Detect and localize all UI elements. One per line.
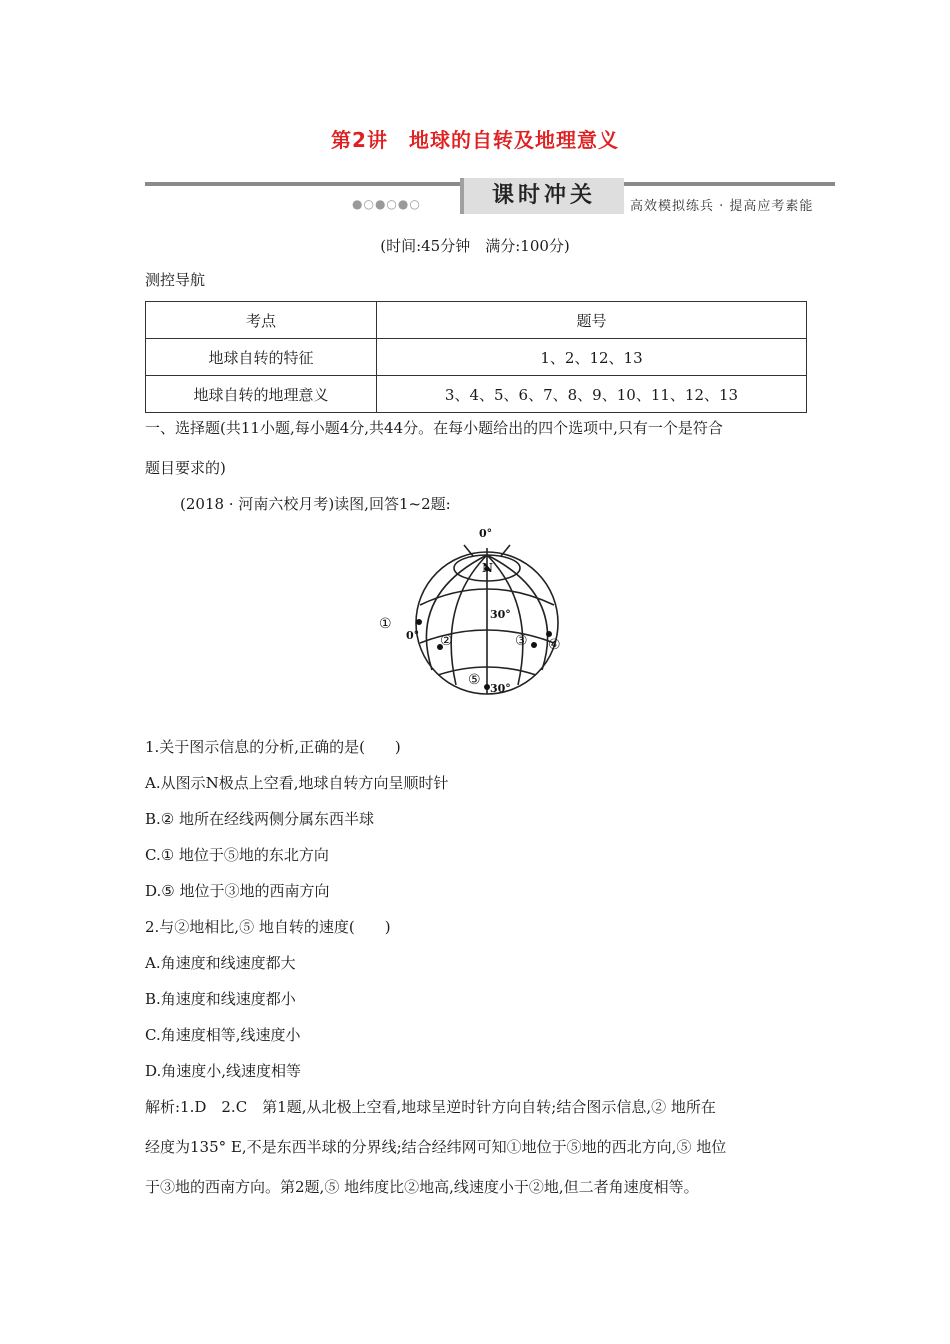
label-30-upper: 30° [490, 608, 511, 621]
table-row [146, 376, 807, 413]
question-1-stem: 1.关于图示信息的分析,正确的是( ) [145, 738, 401, 756]
question-1-option-c: C.① 地位于⑤地的东北方向 [145, 846, 329, 864]
question-2-stem: 2.与②地相比,⑤ 地自转的速度( ) [145, 918, 391, 936]
question-2-option-b: B.角速度和线速度都小 [145, 990, 296, 1008]
point-1-dot [416, 619, 422, 625]
globe-figure [379, 525, 578, 705]
analysis-line3: 于③地的西南方向。第2题,⑤ 地纬度比②地高,线速度小于②地,但二者角速度相等。 [145, 1178, 699, 1196]
point-3-dot [531, 642, 537, 648]
table-row [146, 339, 807, 376]
table-header-row [146, 302, 807, 339]
marker-4: ④ [548, 637, 561, 653]
marker-2: ② [440, 633, 453, 649]
question-1-option-b: B.② 地所在经线两侧分属东西半球 [145, 810, 375, 828]
analysis-line1: 解析:1.D 2.C 第1题,从北极上空看,地球呈逆时针方向自转;结合图示信息,② 地所在 [145, 1098, 716, 1116]
banner-dots: ●○●○●○ [352, 197, 421, 211]
table-cell: 地球自转的地理意义 [146, 376, 377, 413]
banner-label: 课时冲关 [460, 178, 624, 214]
label-30-lower: 30° [490, 682, 511, 695]
section-heading-line1: 一、选择题(共11小题,每小题4分,共44分。在每小题给出的四个选项中,只有一个是符合 [145, 419, 723, 437]
question-2-option-d: D.角速度小,线速度相等 [145, 1062, 302, 1080]
time-info: (时间:45分钟 满分:100分) [380, 237, 570, 255]
marker-3: ③ [515, 633, 528, 649]
label-0-left: 0° [406, 629, 420, 642]
marker-1: ① [379, 616, 392, 632]
analysis-line2: 经度为135° E,不是东西半球的分界线;结合经纬网可知①地位于⑤地的西北方向,⑤ 地位 [145, 1138, 727, 1156]
label-0-top: 0° [479, 527, 493, 540]
question-2-option-a: A.角速度和线速度都大 [145, 954, 296, 972]
marker-5: ⑤ [468, 672, 481, 688]
table-cell: 3、4、5、6、7、8、9、10、11、12、13 [377, 376, 807, 413]
question-source: (2018 · 河南六校月考)读图,回答1~2题: [180, 495, 451, 513]
banner-slogan: 高效模拟练兵 · 提高应考素能 [630, 199, 814, 214]
label-north-pole: N [482, 561, 493, 575]
page-title: 第2讲 地球的自转及地理意义 [331, 128, 619, 152]
question-2-option-c: C.角速度相等,线速度小 [145, 1026, 301, 1044]
section-heading-line2: 题目要求的) [145, 459, 226, 477]
table-header-cell: 题号 [377, 302, 807, 339]
table-cell: 地球自转的特征 [146, 339, 377, 376]
table-header-cell: 考点 [146, 302, 377, 339]
nav-heading: 测控导航 [145, 271, 206, 289]
question-1-option-d: D.⑤ 地位于③地的西南方向 [145, 882, 330, 900]
table-cell: 1、2、12、13 [377, 339, 807, 376]
topic-table [145, 301, 807, 413]
question-1-option-a: A.从图示N极点上空看,地球自转方向呈顺时针 [145, 774, 449, 792]
